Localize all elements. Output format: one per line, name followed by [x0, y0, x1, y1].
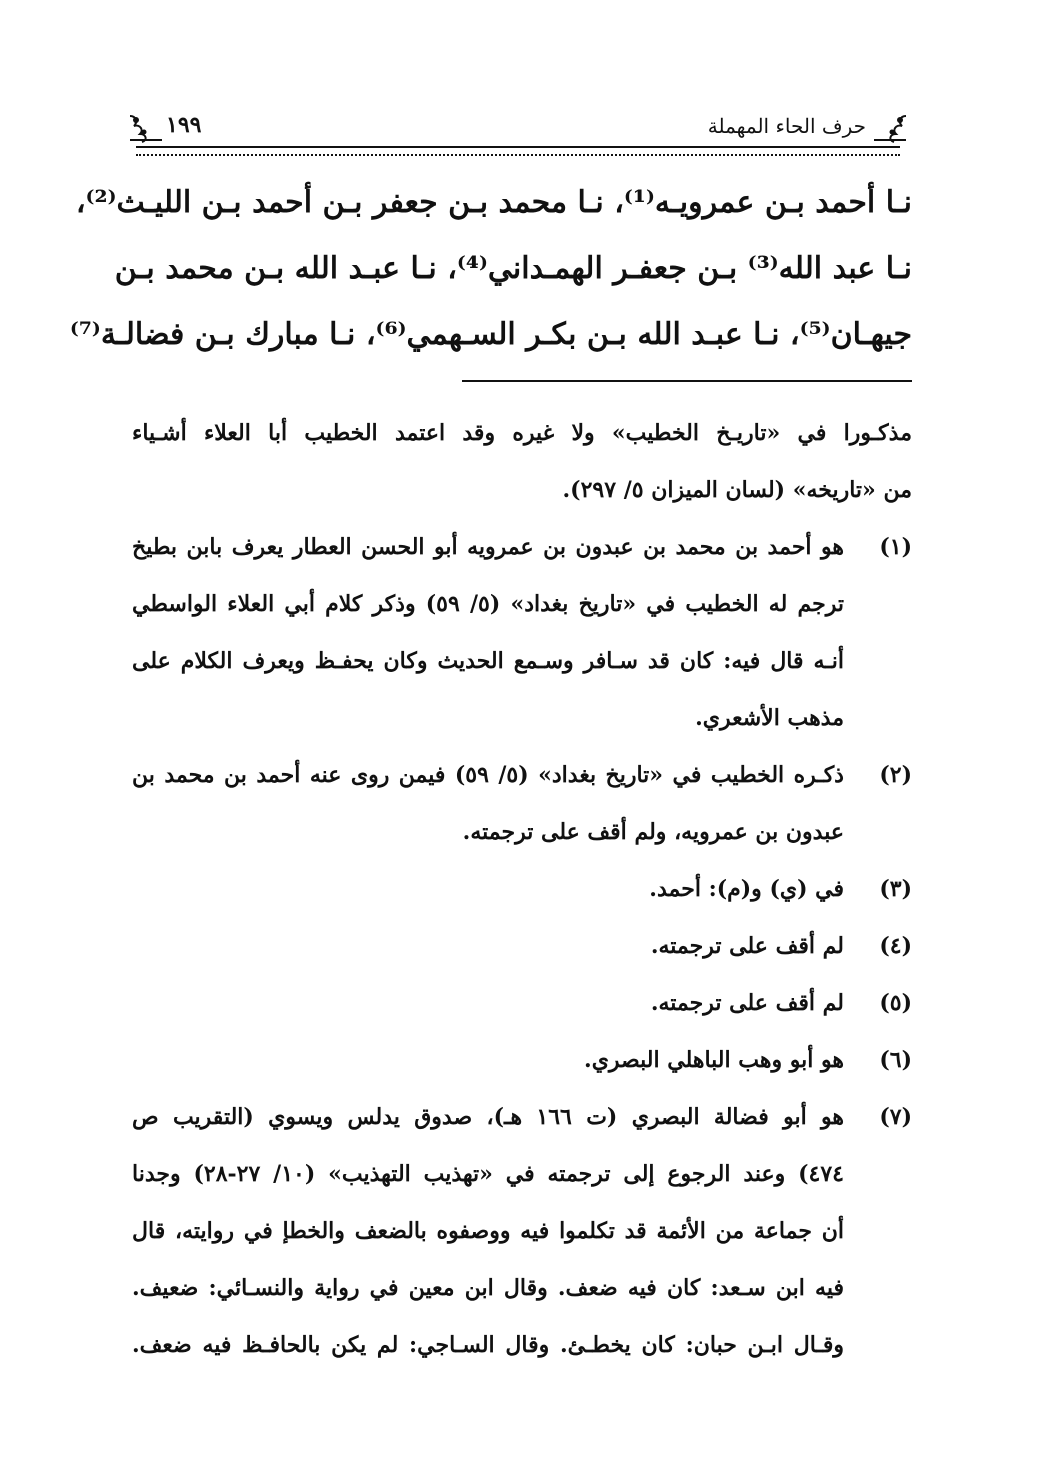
footnote-7 — [132, 1089, 912, 1374]
footnote-line: من «تاريخه» (لسان الميزان ٥/ ٢٩٧). — [562, 477, 912, 503]
main-text-line: جيهـان⁽⁵⁾، نـا عبـد الله بـن بكـر السـهمي⁽⁶⁾، نـا مبارك بـن فضالـة⁽⁷⁾ — [69, 317, 912, 352]
header-rule — [136, 146, 900, 156]
footnote-number: (١) — [879, 534, 912, 560]
running-header — [126, 108, 910, 156]
footnote-line: لم أقف على ترجمته. — [650, 933, 844, 959]
footnote-line: مذهب الأشعري. — [695, 705, 844, 731]
footnote-separator — [462, 380, 912, 382]
footnote-number: (٣) — [879, 876, 912, 902]
footnote-number: (٦) — [879, 1047, 912, 1073]
footnote-line: أنـه قال فيه: كان قد سـافر وسـمع الحديث وكان يحفـظ ويعرف الكلام على — [132, 648, 844, 674]
footnote-number: (٥) — [879, 990, 912, 1016]
footnote-line: مذكـورا في «تاريـخ الخطيب» ولا غيره وقد اعتمد الخطيب أبا العلاء أشـياء — [132, 420, 912, 446]
chapter-title: حرف الحاء المهملة — [707, 114, 866, 138]
ornament-right-icon — [870, 112, 910, 144]
footnote-line: هو أحمد بن محمد بن عبدون بن عمرويه أبو الحسن العطار يعرف بابن بطيخ — [132, 534, 844, 560]
footnote-line: أن جماعة من الأئمة قد تكلموا فيه ووصفوه بالضعف والخطإ في روايته، قال — [132, 1218, 844, 1244]
footnote-line: ذكـره الخطيب في «تاريخ بغداد» (٥/ ٥٩) فيمن روى عنه أحمد بن محمد بن — [132, 762, 844, 788]
footnote-number: (٢) — [879, 762, 912, 788]
footnote-number: (٧) — [879, 1104, 912, 1130]
footnote-line: ترجم له الخطيب في «تاريخ بغداد» (٥/ ٥٩) وذكر كلام أبي العلاء الواسطي — [132, 591, 844, 617]
footnote-number: (٤) — [879, 933, 912, 959]
page-number: ١٩٩ — [166, 112, 202, 138]
footnote-2 — [132, 747, 912, 861]
footnote-line: ٤٧٤) وعند الرجوع إلى ترجمته في «تهذيب التهذيب» (١٠/ ٢٧-٢٨) وجدنا — [132, 1161, 844, 1187]
footnote-line: هو أبو فضالة البصري (ت ١٦٦ هـ)، صدوق يدلس ويسوي (التقريب ص — [132, 1104, 844, 1130]
footnote-line: هو أبو وهب الباهلي البصري. — [584, 1047, 844, 1073]
footnote-line: فيه ابن سـعد: كان فيه ضعف. وقال ابن معين في رواية والنسـائي: ضعيف. — [132, 1275, 844, 1301]
footnote-3 — [132, 861, 912, 918]
footnote-line: وقـال ابـن حبان: كان يخطـئ. وقال السـاجي: لم يكن بالحافـظ فيه ضعف. — [132, 1332, 844, 1358]
main-text — [69, 170, 912, 368]
ornament-left-icon — [126, 112, 166, 144]
main-text-line: نـا أحمد بـن عمرويـه⁽¹⁾، نـا محمد بـن جعفر بـن أحمد بـن الليـث⁽²⁾، — [75, 185, 912, 220]
footnote-line: في (ي) و(م): أحمد. — [649, 876, 844, 902]
footnote-4 — [132, 918, 912, 975]
footnotes — [132, 405, 912, 1374]
main-text-line: نـا عبد الله⁽³⁾ بـن جعفـر الهمـداني⁽⁴⁾، نـا عبـد الله بـن محمد بـن — [114, 251, 912, 286]
footnote-6 — [132, 1032, 912, 1089]
footnote-continuation — [132, 405, 912, 519]
footnote-5 — [132, 975, 912, 1032]
footnote-line: لم أقف على ترجمته. — [650, 990, 844, 1016]
footnote-line: عبدون بن عمرويه، ولم أقف على ترجمته. — [462, 819, 844, 845]
footnote-1 — [132, 519, 912, 747]
